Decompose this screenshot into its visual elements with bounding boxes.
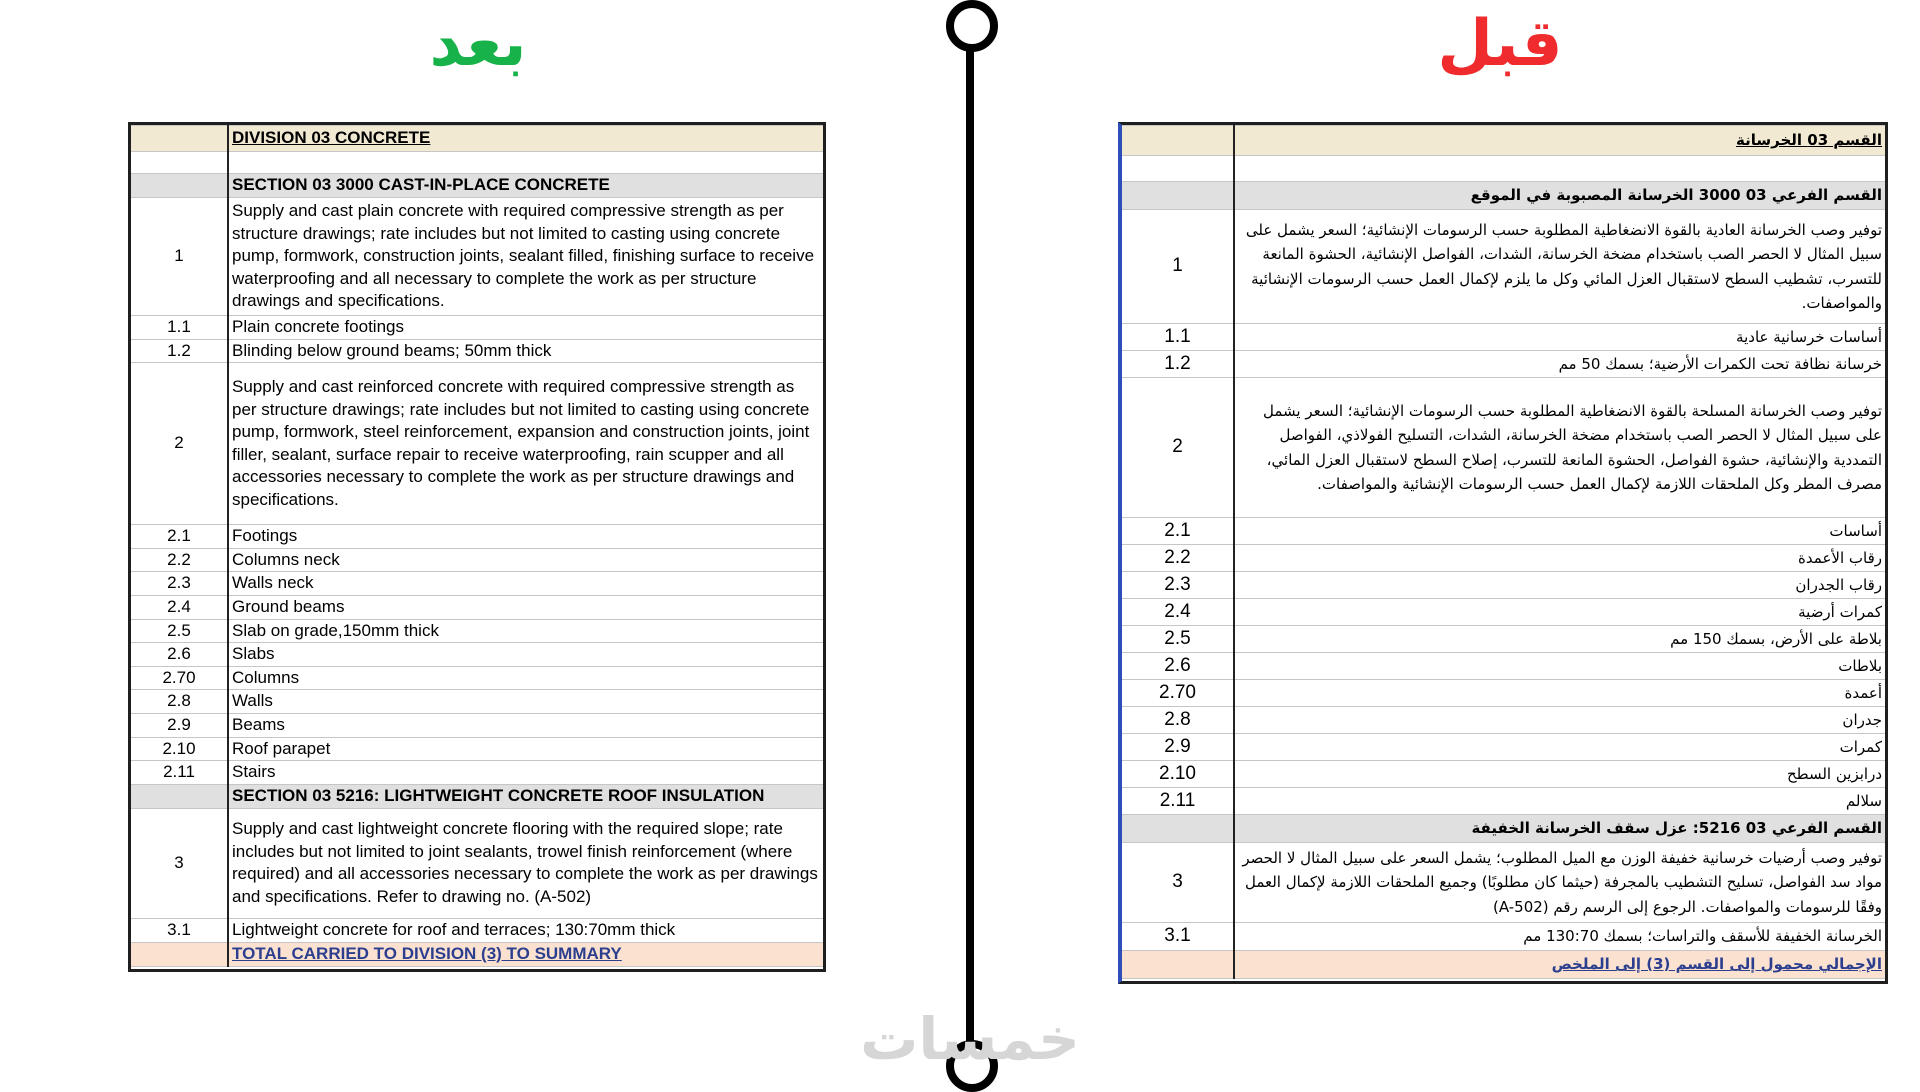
item-description: أساسات	[1234, 518, 1885, 545]
table-row	[1122, 572, 1885, 599]
item-number: 2.2	[131, 548, 228, 572]
total-row: TOTAL CARRIED TO DIVISION (3) TO SUMMARY	[228, 942, 823, 966]
item-number: 1.2	[1122, 351, 1234, 378]
item-number: 1.1	[131, 316, 228, 340]
table-row	[1122, 815, 1885, 843]
item-number	[131, 152, 228, 174]
item-number: 2.9	[131, 713, 228, 737]
item-number: 2.1	[1122, 518, 1234, 545]
item-number: 2.70	[131, 666, 228, 690]
arabic-boq-sheet	[1118, 122, 1888, 984]
item-description	[1234, 156, 1885, 182]
item-description: Walls neck	[228, 572, 823, 596]
item-number: 2.9	[1122, 734, 1234, 761]
item-number: 2.1	[131, 525, 228, 549]
item-number: 1.1	[1122, 324, 1234, 351]
item-description: Stairs	[228, 761, 823, 785]
divider-top-circle	[946, 0, 998, 52]
table-row	[131, 918, 823, 942]
item-number: 2.11	[1122, 788, 1234, 815]
item-number: 2.11	[131, 761, 228, 785]
item-description: Roof parapet	[228, 737, 823, 761]
table-row	[1122, 545, 1885, 572]
section-title: SECTION 03 3000 CAST-IN-PLACE CONCRETE	[228, 174, 823, 198]
item-description: Plain concrete footings	[228, 316, 823, 340]
item-number	[1122, 951, 1234, 979]
table-row	[131, 152, 823, 174]
table-row	[1122, 923, 1885, 951]
item-number: 3.1	[131, 918, 228, 942]
item-number: 2.70	[1122, 680, 1234, 707]
table-row	[1122, 156, 1885, 182]
item-description: Columns neck	[228, 548, 823, 572]
center-divider-line	[966, 40, 974, 1044]
table-row	[1122, 351, 1885, 378]
item-description: Lightweight concrete for roof and terraces; 130:70mm thick	[228, 918, 823, 942]
item-number	[131, 126, 228, 152]
item-description: كمرات أرضية	[1234, 599, 1885, 626]
table-row	[131, 548, 823, 572]
item-description: Footings	[228, 525, 823, 549]
item-number	[1122, 182, 1234, 210]
table-row	[131, 316, 823, 340]
item-number: 2.5	[131, 619, 228, 643]
item-description: Ground beams	[228, 595, 823, 619]
item-description: كمرات	[1234, 734, 1885, 761]
item-description: Walls	[228, 690, 823, 714]
item-description: Slabs	[228, 643, 823, 667]
before-heading: قبل	[1437, 7, 1563, 81]
item-description: أساسات خرسانية عادية	[1234, 324, 1885, 351]
item-description	[228, 152, 823, 174]
item-number: 2.5	[1122, 626, 1234, 653]
item-number	[1122, 156, 1234, 182]
item-number: 2.3	[1122, 572, 1234, 599]
table-row	[1122, 126, 1885, 156]
item-description: Columns	[228, 666, 823, 690]
item-description: رقاب الأعمدة	[1234, 545, 1885, 572]
item-description: جدران	[1234, 707, 1885, 734]
total-row: الإجمالي محمول إلى القسم (3) إلى الملخص	[1234, 951, 1885, 979]
item-description: توفير وصب الخرسانة العادية بالقوة الانضغاطية المطلوبة حسب الرسومات الإنشائية؛ السعر يشمل على سبيل المثال لا الحصر الصب باستخدام مضخة الخرسانة، الشدات، الفواصل الإنشائية، الحشوة المانعة للتسرب، تشطيب السطح لاستقبال العزل المائي وكل ما يلزم لإكمال العمل حسب الرسومات الإنشائية والمواصفات.	[1234, 210, 1885, 324]
watermark-logo: خمسات	[860, 1005, 1080, 1073]
item-description: الخرسانة الخفيفة للأسقف والتراسات؛ بسمك 130:70 مم	[1234, 923, 1885, 951]
table-row	[131, 572, 823, 596]
table-row	[1122, 761, 1885, 788]
table-row	[1122, 843, 1885, 923]
table-row	[1122, 680, 1885, 707]
section-title: SECTION 03 5216: LIGHTWEIGHT CONCRETE ROOF INSULATION	[228, 784, 823, 808]
item-description: بلاطة على الأرض، بسمك 150 مم	[1234, 626, 1885, 653]
table-row	[131, 784, 823, 808]
english-boq-sheet	[128, 122, 826, 972]
item-number	[131, 942, 228, 966]
item-number: 3.1	[1122, 923, 1234, 951]
item-number: 2.10	[1122, 761, 1234, 788]
after-heading: بعد	[429, 7, 527, 81]
division-title: DIVISION 03 CONCRETE	[228, 126, 823, 152]
table-row	[1122, 182, 1885, 210]
item-description: بلاطات	[1234, 653, 1885, 680]
table-row	[131, 198, 823, 316]
item-number: 2.4	[1122, 599, 1234, 626]
item-description: Beams	[228, 713, 823, 737]
table-row	[1122, 734, 1885, 761]
item-number: 2	[1122, 378, 1234, 518]
division-title: القسم 03 الخرسانة	[1234, 126, 1885, 156]
table-row	[131, 595, 823, 619]
item-number: 2.6	[131, 643, 228, 667]
table-row	[1122, 951, 1885, 979]
item-description: رقاب الجدران	[1234, 572, 1885, 599]
item-description: Supply and cast plain concrete with required compressive strength as per structure drawings; rate includes but not limited to casting using concrete pump, formwork, construction joints, sealant filled, finishing surface to receive waterproofing and all necessary to complete the work as per structure drawings and specifications.	[228, 198, 823, 316]
table-row	[1122, 324, 1885, 351]
item-number: 2.10	[131, 737, 228, 761]
item-number: 1	[131, 198, 228, 316]
item-description: درابزين السطح	[1234, 761, 1885, 788]
table-row	[1122, 788, 1885, 815]
item-number	[1122, 126, 1234, 156]
table-row	[131, 808, 823, 918]
item-number	[131, 784, 228, 808]
table-row	[131, 690, 823, 714]
table-row	[131, 713, 823, 737]
table-row	[1122, 599, 1885, 626]
item-number	[131, 174, 228, 198]
arabic-boq-table	[1122, 125, 1885, 979]
table-row	[131, 666, 823, 690]
table-row	[1122, 210, 1885, 324]
item-number: 2.4	[131, 595, 228, 619]
item-description: خرسانة نظافة تحت الكمرات الأرضية؛ بسمك 50 مم	[1234, 351, 1885, 378]
table-row	[1122, 518, 1885, 545]
section-title: القسم الفرعي 03 5216: عزل سقف الخرسانة الخفيفة	[1234, 815, 1885, 843]
item-number: 2.3	[131, 572, 228, 596]
table-row	[131, 525, 823, 549]
item-number: 2.6	[1122, 653, 1234, 680]
table-row	[131, 363, 823, 525]
table-row	[131, 761, 823, 785]
table-row	[131, 643, 823, 667]
item-number: 2.2	[1122, 545, 1234, 572]
section-title: القسم الفرعي 03 3000 الخرسانة المصبوبة في الموقع	[1234, 182, 1885, 210]
item-number: 2.8	[1122, 707, 1234, 734]
table-row	[1122, 653, 1885, 680]
item-description: Supply and cast reinforced concrete with required compressive strength as per structure drawings; rate includes but not limited to casting using concrete pump, formwork, steel reinforcement, expansion and construction joints, joint filler, sealant, surface repair to receive waterproofing, rain scupper and all accessories necessary to complete the work as per structure drawings and specifications.	[228, 363, 823, 525]
item-number: 3	[1122, 843, 1234, 923]
table-row	[1122, 707, 1885, 734]
table-row	[131, 339, 823, 363]
item-description: سلالم	[1234, 788, 1885, 815]
table-row	[131, 174, 823, 198]
item-number: 3	[131, 808, 228, 918]
item-number	[1122, 815, 1234, 843]
table-row	[131, 619, 823, 643]
table-row	[1122, 378, 1885, 518]
item-number: 1	[1122, 210, 1234, 324]
table-row	[131, 737, 823, 761]
item-description: أعمدة	[1234, 680, 1885, 707]
item-description: Slab on grade,150mm thick	[228, 619, 823, 643]
item-description: Supply and cast lightweight concrete flooring with the required slope; rate includes but not limited to joint sealants, trowel finish reinforcement (where required) and all accessories necessary to complete the work as per drawings and specifications. Refer to drawing no. (A-502)	[228, 808, 823, 918]
english-boq-table	[131, 125, 823, 967]
table-row	[131, 126, 823, 152]
item-number: 2	[131, 363, 228, 525]
item-number: 2.8	[131, 690, 228, 714]
item-description: توفير وصب أرضيات خرسانية خفيفة الوزن مع الميل المطلوب؛ يشمل السعر على سبيل المثال لا الحصر مواد سد الفواصل، تسليح التشطيب بالمجرفة (حيثما كان مطلوبًا) وجميع الملحقات اللازمة لإكمال العمل وفقًا للرسومات والمواصفات. الرجوع إلى الرسم رقم (A-502)	[1234, 843, 1885, 923]
table-row	[131, 942, 823, 966]
table-row	[1122, 626, 1885, 653]
item-description: Blinding below ground beams; 50mm thick	[228, 339, 823, 363]
item-description: توفير وصب الخرسانة المسلحة بالقوة الانضغاطية المطلوبة حسب الرسومات الإنشائية؛ السعر يشمل على سبيل المثال لا الحصر الصب باستخدام مضخة الخرسانة، الشدات، التسليح الفولاذي، الفواصل التمددية والإنشائية، حشوة الفواصل، الحشوة المانعة للتسرب، إصلاح السطح لاستقبال العزل المائي، مصرف المطر وكل الملحقات اللازمة لإكمال العمل حسب الرسومات الإنشائية والمواصفات.	[1234, 378, 1885, 518]
item-number: 1.2	[131, 339, 228, 363]
